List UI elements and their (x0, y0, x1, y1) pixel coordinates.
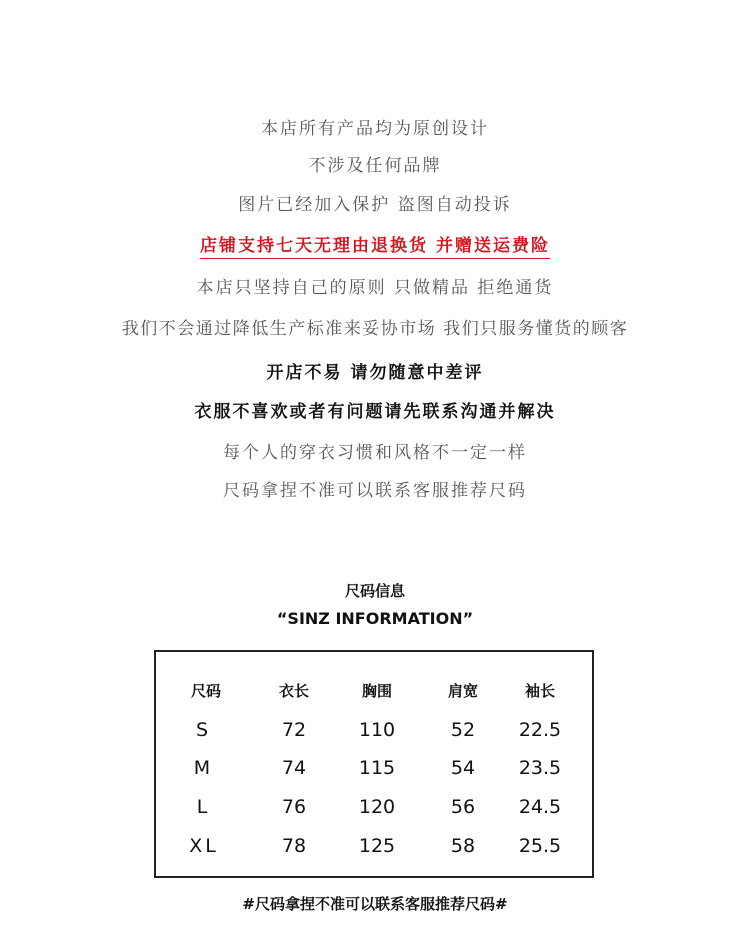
table-cell-length: 76 (281, 796, 307, 818)
table-cell-size: M (193, 757, 211, 779)
notice-no-bad-review: 开店不易 请勿随意中差评 (266, 363, 484, 383)
table-cell-shoulder: 54 (450, 757, 476, 779)
table-cell-size: L (196, 796, 208, 818)
table-header-size: 尺码 (190, 682, 221, 700)
table-cell-chest: 115 (358, 757, 396, 779)
notice-shop-principle: 本店只坚持自己的原则 只做精品 拒绝通货 (196, 278, 554, 298)
notice-image-protection: 图片已经加入保护 盗图自动投诉 (238, 195, 512, 215)
notice-original-design: 本店所有产品均为原创设计 (261, 119, 489, 139)
size-info-title: 尺码信息 (344, 582, 405, 600)
size-footer-note: #尺码拿捏不准可以联系客服推荐尺码# (242, 895, 508, 913)
table-cell-length: 72 (281, 719, 307, 741)
table-cell-chest: 110 (358, 719, 396, 741)
table-cell-shoulder: 58 (450, 835, 476, 857)
size-table (154, 650, 594, 878)
table-header-sleeve: 袖长 (524, 682, 555, 700)
notice-return-policy-text: 店铺支持七天无理由退换货 并赠送运费险 (200, 236, 550, 259)
table-cell-length: 74 (281, 757, 307, 779)
table-header-length: 衣长 (278, 682, 309, 700)
table-cell-chest: 125 (358, 835, 396, 857)
notice-contact-first: 衣服不喜欢或者有问题请先联系沟通并解决 (194, 402, 556, 422)
table-cell-chest: 120 (358, 796, 396, 818)
table-cell-sleeve: 24.5 (518, 796, 562, 818)
notice-return-policy (0, 231, 750, 256)
table-header-chest: 胸围 (361, 682, 392, 700)
table-cell-sleeve: 25.5 (518, 835, 562, 857)
table-cell-size: S (195, 719, 209, 741)
notice-size-advice: 尺码拿捏不准可以联系客服推荐尺码 (223, 481, 527, 501)
table-cell-sleeve: 23.5 (518, 757, 562, 779)
notice-quality-standard: 我们不会通过降低生产标准来妥协市场 我们只服务懂货的顾客 (121, 319, 629, 339)
table-cell-length: 78 (281, 835, 307, 857)
table-cell-sleeve: 22.5 (518, 719, 562, 741)
table-cell-shoulder: 52 (450, 719, 476, 741)
notice-dressing-habits: 每个人的穿衣习惯和风格不一定一样 (223, 443, 527, 463)
table-header-shoulder: 肩宽 (447, 682, 478, 700)
notice-no-brand: 不涉及任何品牌 (308, 156, 442, 176)
size-info-subtitle: “SINZ INFORMATION” (276, 609, 474, 628)
table-cell-shoulder: 56 (450, 796, 476, 818)
table-cell-size: XL (189, 835, 219, 857)
